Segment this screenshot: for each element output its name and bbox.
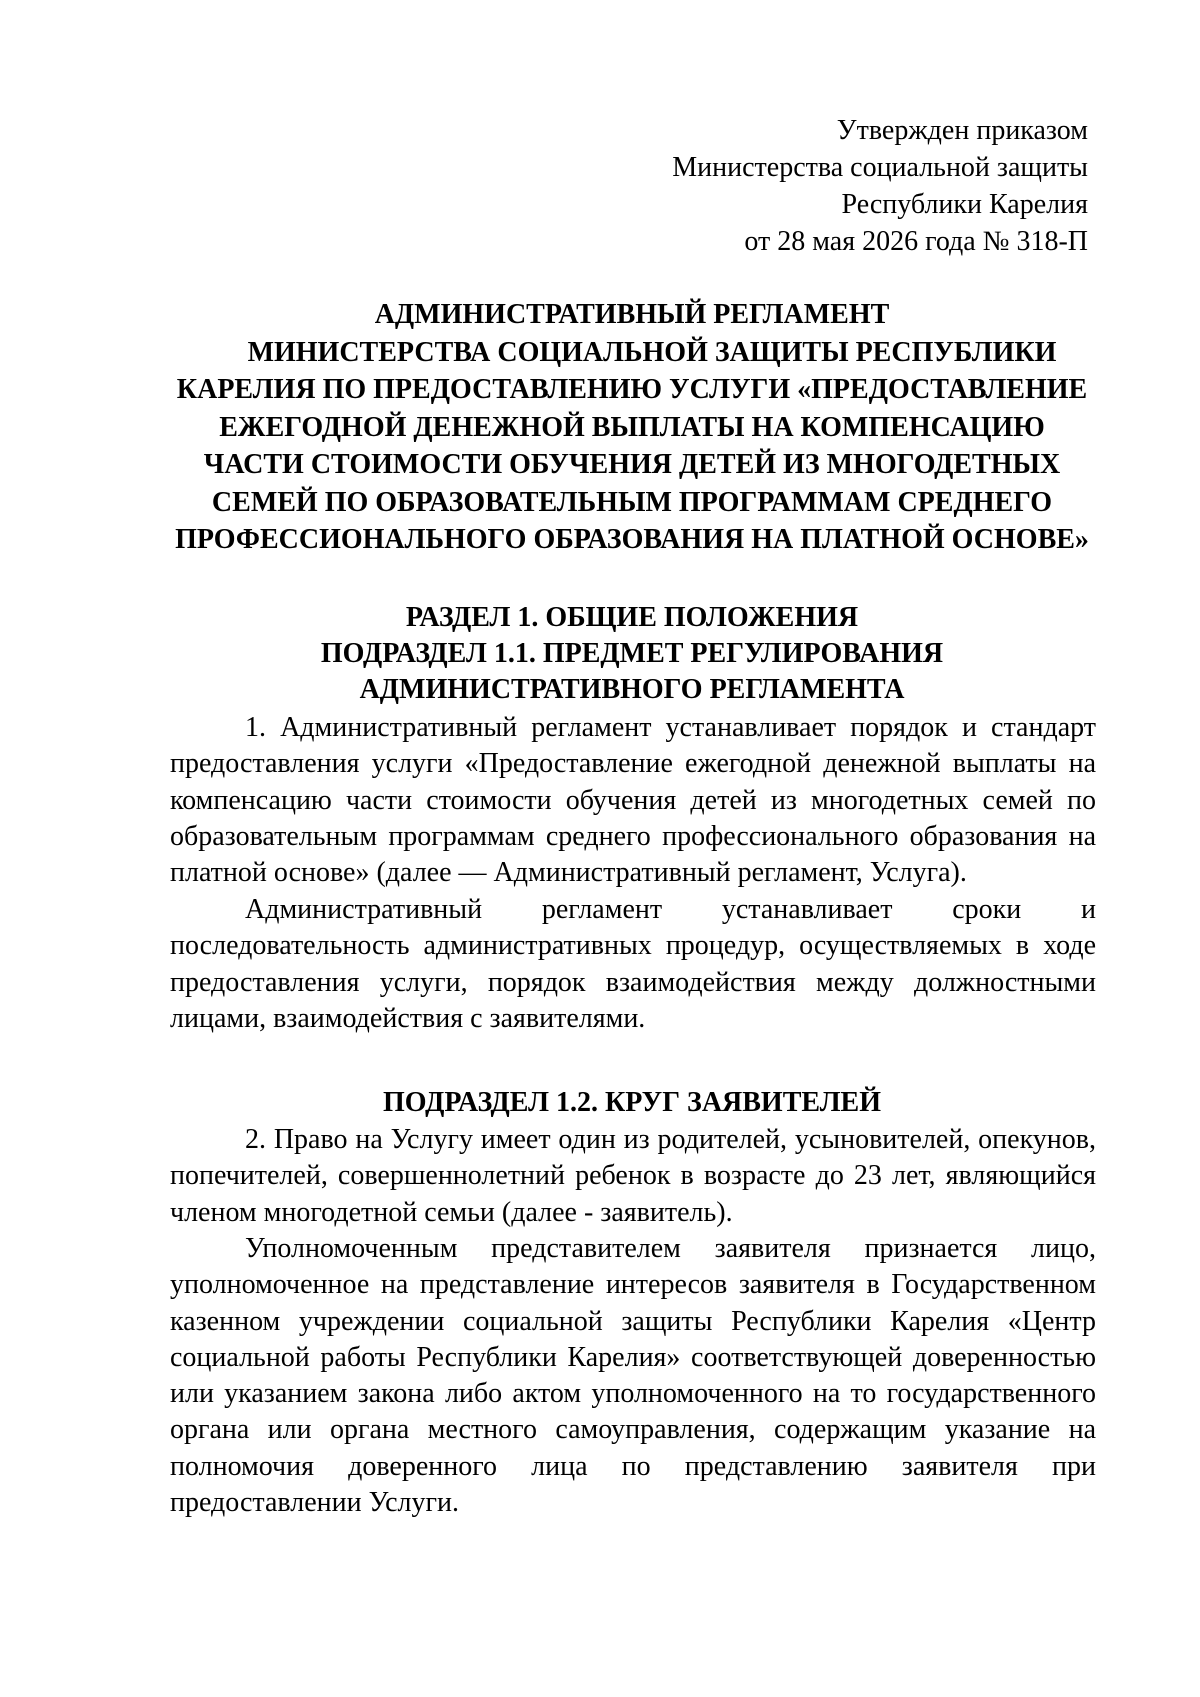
title-line: ПРОФЕССИОНАЛЬНОГО ОБРАЗОВАНИЯ НА ПЛАТНОЙ ОСНОВЕ» [175,524,1089,555]
paragraph-line: 1. Административный регламент устанавливает порядок и стандарт [245,712,1096,743]
title-line: МИНИСТЕРСТВА СОЦИАЛЬНОЙ ЗАЩИТЫ РЕСПУБЛИКИ [247,336,1057,368]
document-title [168,296,1096,559]
paragraph-line: членом многодетной семьи (далее - заявитель). [170,1196,733,1228]
paragraph-line: уполномоченное на представление интересов заявителя в Государственном [170,1269,1096,1301]
title-line: ЕЖЕГОДНОЙ ДЕНЕЖНОЙ ВЫПЛАТЫ НА КОМПЕНСАЦИЮ [219,411,1045,443]
paragraph-line: или указанием закона либо актом уполномоченного на то государственного [170,1378,1096,1410]
paragraph-line: социальной работы Республики Карелия» соответствующей доверенностью [170,1341,1096,1373]
subsection-heading: АДМИНИСТРАТИВНОГО РЕГЛАМЕНТА [359,674,905,705]
paragraph-line: предоставления услуги, порядок взаимодействия между должностными [170,966,1096,998]
subsection-heading: ПОДРАЗДЕЛ 1.1. ПРЕДМЕТ РЕГУЛИРОВАНИЯ [320,638,944,669]
paragraph-line: платной основе» (далее — Административный регламент, Услуга). [170,857,967,889]
approval-line: Министерства социальной защиты [672,152,1088,183]
paragraph-3 [170,1122,1096,1231]
paragraph-2 [170,892,1096,1037]
title-line: ЧАСТИ СТОИМОСТИ ОБУЧЕНИЯ ДЕТЕЙ ИЗ МНОГОДЕТНЫХ [203,449,1061,480]
paragraph-line: казенном учреждении социальной защиты Республики Карелия «Центр [170,1305,1096,1337]
paragraph-line: Административный регламент устанавливает сроки и [245,894,1096,925]
section-1-heading-block [168,600,1096,708]
paragraph-line: лицами, взаимодействия с заявителями. [170,1002,646,1034]
paragraph-line: полномочия доверенного лица по представлению заявителя при [170,1450,1096,1482]
section-heading: РАЗДЕЛ 1. ОБЩИЕ ПОЛОЖЕНИЯ [405,602,859,633]
paragraph-1 [170,710,1096,891]
paragraph-line: компенсацию части стоимости обучения детей из многодетных семей по [170,784,1096,816]
approval-block [528,112,1088,260]
paragraph-line: предоставления услуги «Предоставление ежегодной денежной выплаты на [170,748,1096,780]
approval-line: Республики Карелия [841,189,1088,220]
title-line: КАРЕЛИЯ ПО ПРЕДОСТАВЛЕНИЮ УСЛУГИ «ПРЕДОСТАВЛЕНИЕ [176,374,1088,405]
paragraph-line: предоставлении Услуги. [170,1487,459,1519]
paragraph-line: попечителей, совершеннолетний ребенок в возрасте до 23 лет, являющийся [170,1160,1096,1192]
paragraph-line: Уполномоченным представителем заявителя признается лицо, [245,1233,1096,1264]
paragraph-4 [170,1231,1096,1521]
paragraph-line: образовательным программам среднего профессионального образования на [170,820,1096,852]
title-line: СЕМЕЙ ПО ОБРАЗОВАТЕЛЬНЫМ ПРОГРАММАМ СРЕДНЕГО [211,486,1053,518]
title-line: АДМИНИСТРАТИВНЫЙ РЕГЛАМЕНТ [374,299,890,330]
approval-line: Утвержден приказом [836,115,1088,146]
subsection-1-2-heading: ПОДРАЗДЕЛ 1.2. КРУГ ЗАЯВИТЕЛЕЙ [382,1087,882,1118]
paragraph-line: последовательность административных процедур, осуществляемых в ходе [170,930,1096,962]
approval-date-line: от 28 мая 2026 года № 318-П [744,226,1088,257]
paragraph-line: 2. Право на Услугу имеет один из родителей, усыновителей, опекунов, [245,1124,1096,1155]
paragraph-line: органа или органа местного самоуправления, содержащим указание на [170,1414,1096,1446]
